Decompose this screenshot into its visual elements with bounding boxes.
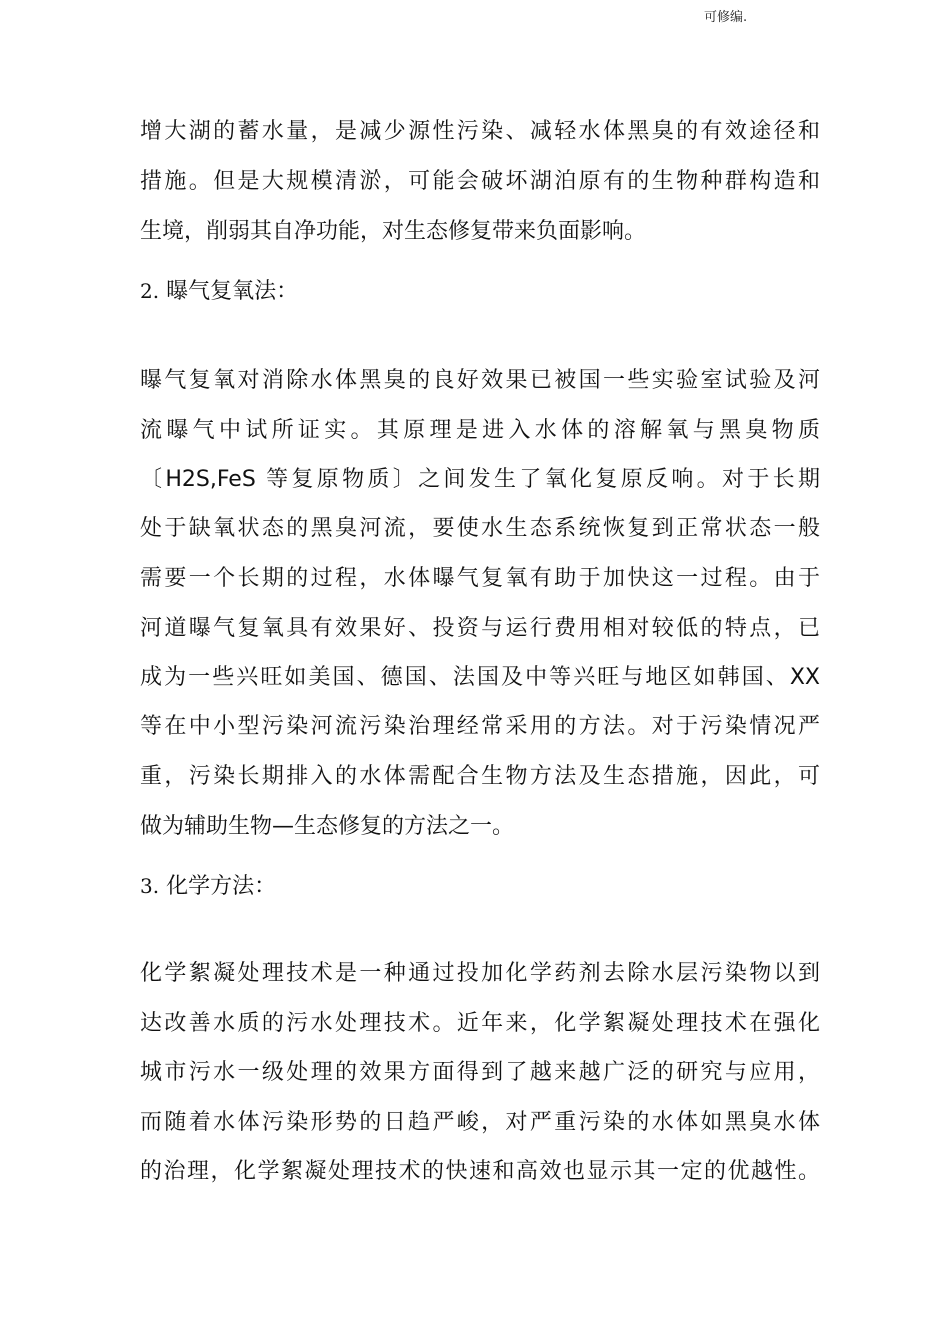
paragraph-line: 成为一些兴旺如美国、德国、法国及中等兴旺与地区如韩国、XX — [140, 665, 820, 690]
section-heading-2 — [140, 276, 298, 307]
paragraph-line: 处于缺氧状态的黑臭河流，要使水生态系统恢复到正常状态一般 — [140, 516, 820, 541]
paragraph-line: 流曝气中试所证实。其原理是进入水体的溶解氧与黑臭物质 — [140, 418, 820, 443]
paragraph-line: 曝气复氧对消除水体黑臭的良好效果已被国一些实验室试验及河 — [140, 368, 820, 393]
section-heading-3 — [140, 871, 276, 902]
paragraph-line: 化学絮凝处理技术是一种通过投加化学药剂去除水层污染物以到 — [140, 961, 820, 986]
section-number: 3. — [140, 874, 160, 898]
paragraph-line: 等在中小型污染河流污染治理经常采用的方法。对于污染情况严 — [140, 714, 820, 739]
paragraph-line: 〔H2S,FeS 等复原物质〕之间发生了氧化复原反响。对于长期 — [140, 467, 820, 492]
paragraph-line: 需要一个长期的过程，水体曝气复氧有助于加快这一过程。由于 — [140, 566, 820, 591]
paragraph-line: 增大湖的蓄水量，是减少源性污染、减轻水体黑臭的有效途径和 — [140, 119, 820, 144]
header-note: 可修编. — [704, 10, 748, 25]
paragraph-line: 达改善水质的污水处理技术。近年来，化学絮凝处理技术在强化 — [140, 1011, 820, 1036]
section-number: 2. — [140, 279, 160, 303]
paragraph-line: 而随着水体污染形势的日趋严峻，对严重污染的水体如黑臭水体 — [140, 1110, 820, 1135]
paragraph-line: 重，污染长期排入的水体需配合生物方法及生态措施，因此，可 — [140, 764, 820, 789]
paragraph-line: 的治理，化学絮凝处理技术的快速和高效也显示其一定的优越性。 — [140, 1159, 820, 1184]
paragraph-line: 河道曝气复氧具有效果好、投资与运行费用相对较低的特点，已 — [140, 616, 820, 641]
paragraph-line: 生境，削弱其自净功能，对生态修复带来负面影响。 — [140, 219, 647, 244]
paragraph-line: 措施。但是大规模清淤，可能会破坏湖泊原有的生物种群构造和 — [140, 169, 820, 194]
paragraph-line: 做为辅助生物—生态修复的方法之一。 — [140, 814, 515, 839]
section-title: 化学方法： — [166, 874, 277, 899]
section-title: 曝气复氧法： — [166, 279, 299, 304]
paragraph-line: 城市污水一级处理的效果方面得到了越来越广泛的研究与应用， — [140, 1060, 820, 1085]
